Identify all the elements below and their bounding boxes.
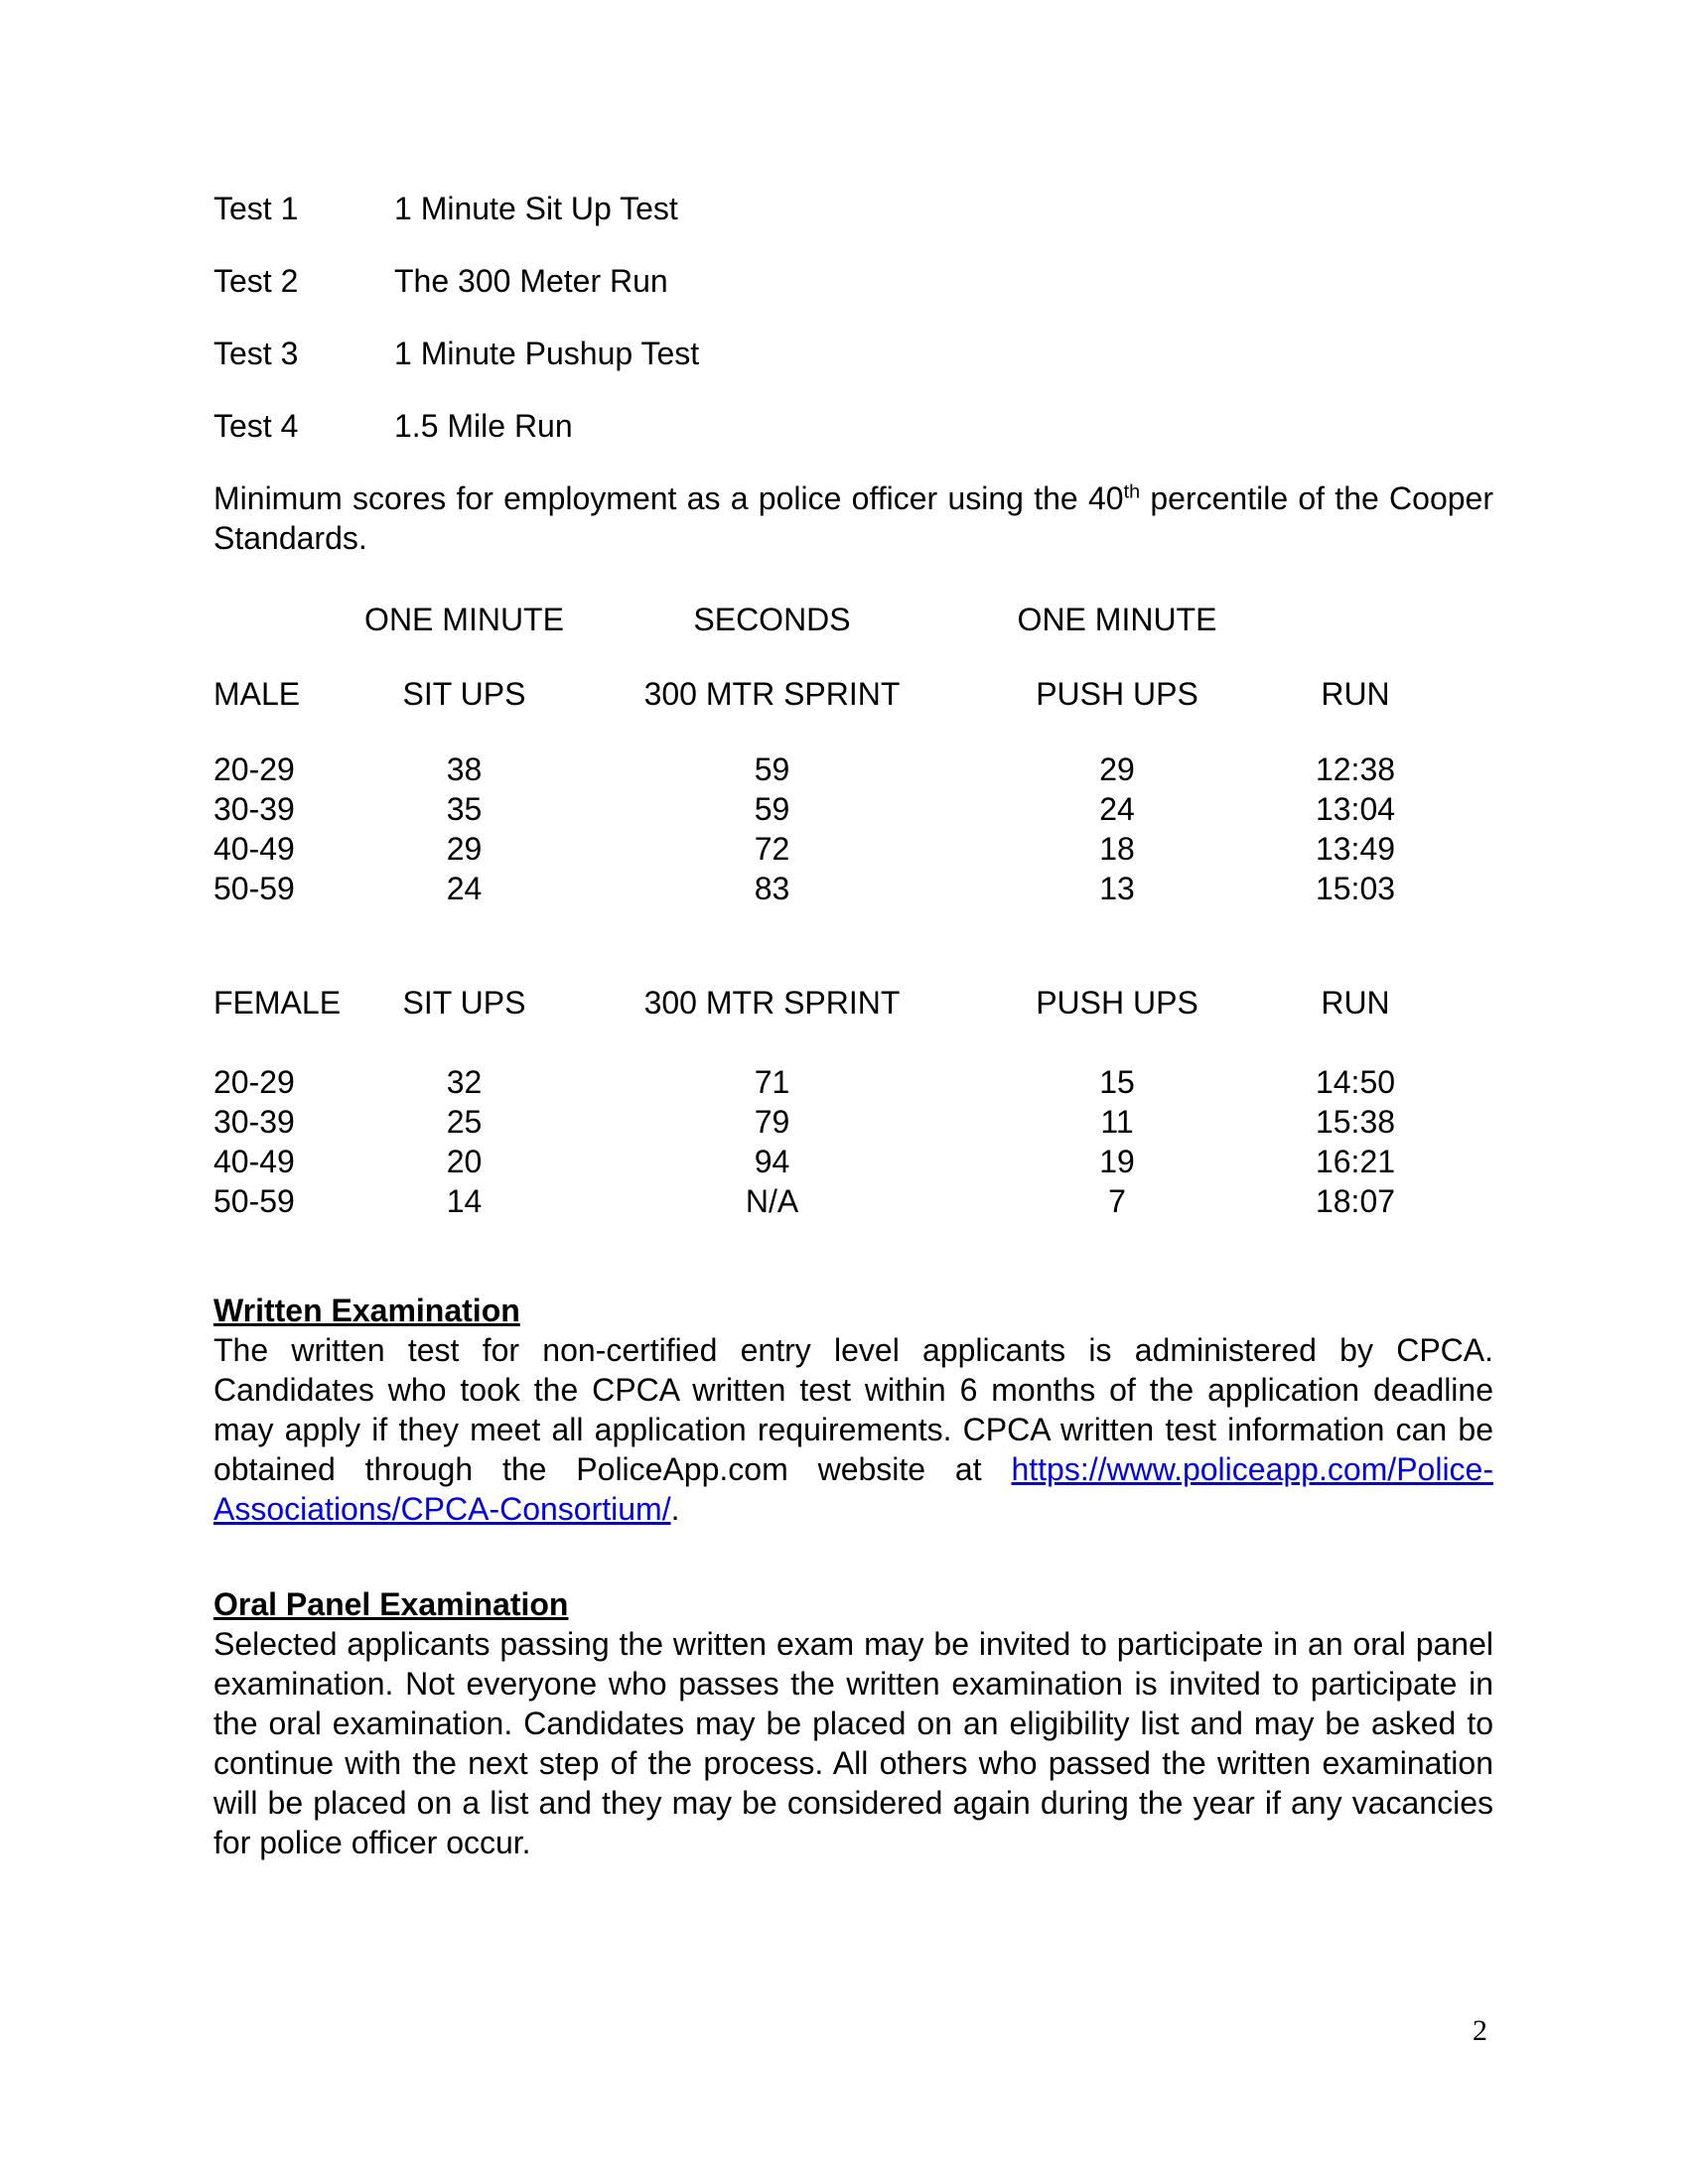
table-row <box>213 1102 1493 1142</box>
table-cell: 13 <box>1099 871 1135 906</box>
table-cell: 11 <box>1100 1104 1134 1140</box>
table-row <box>213 829 1493 869</box>
table-cell: 15 <box>1099 1064 1135 1100</box>
table-cell: 29 <box>1099 751 1135 787</box>
table-cell: 35 <box>446 791 483 827</box>
tests-list <box>213 189 1493 446</box>
table-cell: 40-49 <box>213 831 295 867</box>
table-cell: 83 <box>754 871 790 906</box>
document-content <box>213 189 1493 1862</box>
oral-panel-section <box>213 1584 1493 1862</box>
header-cell: SECONDS <box>693 602 851 637</box>
table-cell: 18 <box>1099 831 1135 867</box>
table-row <box>213 789 1493 829</box>
test-item <box>213 189 1493 228</box>
test-label: Test 1 <box>213 191 299 226</box>
table-cell: 18:07 <box>1315 1183 1396 1219</box>
header-cell: RUN <box>1321 985 1390 1021</box>
test-item <box>213 406 1493 446</box>
test-item <box>213 334 1493 373</box>
table-cell: 38 <box>446 751 483 787</box>
table-cell: 14 <box>446 1183 483 1219</box>
table-cell: 15:03 <box>1315 871 1396 906</box>
table-cell: 72 <box>754 831 790 867</box>
test-label: Test 2 <box>213 263 299 299</box>
header-cell: ONE MINUTE <box>1017 602 1217 637</box>
table-cell: 59 <box>754 791 790 827</box>
oral-panel-heading: Oral Panel Examination <box>213 1586 569 1622</box>
policeapp-link[interactable]: https://www.policeapp.com/Police-Associations/CPCA-Consortium/ <box>213 1451 1493 1527</box>
table-cell: 94 <box>754 1144 790 1179</box>
table-cell: 24 <box>446 871 483 906</box>
table-cell: 24 <box>1099 791 1135 827</box>
male-header-row <box>213 674 1493 714</box>
intro-text-cont: percentile of the Cooper Standards. <box>213 480 1494 556</box>
table-cell: 29 <box>446 831 483 867</box>
table-cell: 14:50 <box>1315 1064 1396 1100</box>
table-cell: 16:21 <box>1315 1144 1396 1179</box>
female-table-body <box>213 1062 1493 1221</box>
table-cell: 71 <box>754 1064 790 1100</box>
header-cell: RUN <box>1321 676 1390 712</box>
table-row <box>213 750 1493 789</box>
table-cell: 79 <box>754 1104 790 1140</box>
test-description: 1 Minute Sit Up Test <box>394 191 678 226</box>
table-row <box>213 1181 1493 1221</box>
table-cell: 50-59 <box>213 871 295 906</box>
written-body-text: The written test for non-certified entry level applicants is administered by CPCA. Candidates who took the CPCA written test within 6 months of the application deadline may apply if they meet all application requirements. CPCA written test information can be obtained through the PoliceApp.com website at <box>213 1332 1493 1487</box>
table-cell: 30-39 <box>213 791 295 827</box>
female-header-row <box>213 983 1493 1023</box>
table-cell: 15:38 <box>1315 1104 1396 1140</box>
header-cell: PUSH UPS <box>1036 985 1198 1021</box>
header-cell: PUSH UPS <box>1036 676 1198 712</box>
oral-panel-paragraph: Selected applicants passing the written exam may be invited to participate in an oral panel examination. Not everyone who passes the written examination is invited to participate in the oral examination. Candidates may be placed on an eligibility list and may be asked to continue with the next step of the process. All others who passed the written examination will be placed on a list and they may be considered again during the year if any vacancies for police officer occur. <box>213 1626 1493 1860</box>
header-cell: MALE <box>213 676 301 712</box>
table-cell: 20-29 <box>213 751 295 787</box>
table-cell: 25 <box>446 1104 483 1140</box>
table-cell: 12:38 <box>1315 751 1396 787</box>
table-cell: 20 <box>446 1144 483 1179</box>
test-description: 1.5 Mile Run <box>394 408 573 444</box>
table-row <box>213 1062 1493 1102</box>
test-label: Test 4 <box>213 408 299 444</box>
male-table-body <box>213 750 1493 908</box>
table-cell: N/A <box>745 1183 799 1219</box>
header-cell: FEMALE <box>213 985 342 1021</box>
header-cell: 300 MTR SPRINT <box>643 985 901 1021</box>
table-cell: 19 <box>1099 1144 1135 1179</box>
written-examination-paragraph <box>213 1330 1493 1529</box>
header-cell: SIT UPS <box>402 676 526 712</box>
written-examination-section <box>213 1291 1493 1529</box>
written-examination-heading: Written Examination <box>213 1293 520 1328</box>
table-cell: 59 <box>754 751 790 787</box>
table-cell: 30-39 <box>213 1104 295 1140</box>
written-body-period: . <box>670 1491 680 1527</box>
cooper-standards-table <box>213 600 1493 1221</box>
table-cell: 13:49 <box>1315 831 1396 867</box>
table-cell: 20-29 <box>213 1064 295 1100</box>
header-cell: 300 MTR SPRINT <box>643 676 901 712</box>
page-number: 2 <box>1473 2014 1487 2047</box>
table-top-header-row <box>213 600 1493 639</box>
header-cell: ONE MINUTE <box>364 602 564 637</box>
test-label: Test 3 <box>213 336 299 371</box>
intro-text: Minimum scores for employment as a police officer using the 40 <box>213 480 1124 516</box>
test-description: 1 Minute Pushup Test <box>394 336 700 371</box>
table-row <box>213 869 1493 908</box>
table-cell: 50-59 <box>213 1183 295 1219</box>
ordinal-superscript: th <box>1123 480 1141 503</box>
header-cell: SIT UPS <box>402 985 526 1021</box>
intro-paragraph <box>213 478 1493 558</box>
test-description: The 300 Meter Run <box>394 263 668 299</box>
table-cell: 32 <box>446 1064 483 1100</box>
table-row <box>213 1142 1493 1181</box>
table-cell: 40-49 <box>213 1144 295 1179</box>
table-cell: 13:04 <box>1315 791 1396 827</box>
table-cell: 7 <box>1108 1183 1126 1219</box>
test-item <box>213 261 1493 301</box>
